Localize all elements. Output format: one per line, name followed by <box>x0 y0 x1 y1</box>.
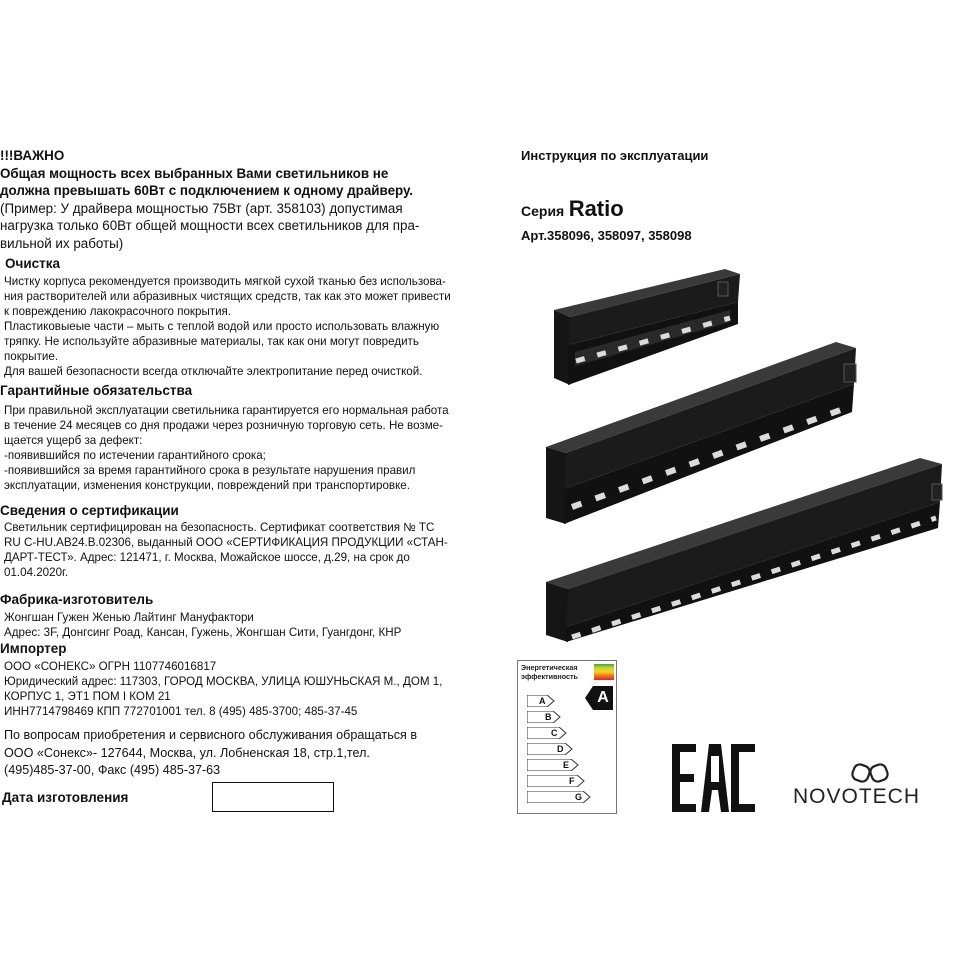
cleaning-title: Очистка <box>5 256 61 271</box>
manufacture-date-field[interactable] <box>212 782 334 812</box>
text-line: Жонгшан Гужен Женью Лайтинг Мануфактори <box>4 611 254 624</box>
energy-rating-value: A <box>597 689 609 706</box>
text-line: -появившийся по истечении гарантийного срока; <box>4 449 266 462</box>
warranty-title: Гарантийные обязательства <box>0 383 193 398</box>
lamp-small <box>554 269 740 385</box>
energy-class-arrow <box>527 727 567 739</box>
series-line <box>521 196 624 222</box>
energy-class-letter: G <box>575 792 583 802</box>
text-line: ния растворителей или абразивных чистящих средств, так как это может привести <box>4 290 451 303</box>
novotech-logo <box>793 763 968 813</box>
energy-title-2: эффективность <box>521 672 578 681</box>
important-bold-line: должна превышать 60Вт с подключением к одному драйверу. <box>0 183 414 198</box>
energy-class-letter: B <box>545 712 552 722</box>
series-name: Ratio <box>568 196 624 221</box>
energy-class-arrow <box>527 743 573 755</box>
text-line: тряпку. Не используйте абразивные материалы, так как они могут повредить <box>4 335 419 348</box>
energy-title-1: Энергетическая <box>521 663 578 672</box>
energy-class-arrow <box>527 775 585 787</box>
articles-line: Арт.358096, 358097, 358098 <box>521 228 692 243</box>
important-line: нагрузка только 60Вт общей мощности всех светильников для пра- <box>0 218 420 233</box>
text-line: в течение 24 месяцев со дня продажи через розничную торговую сеть. Не возме- <box>4 419 443 432</box>
text-line: эксплуатации, изменения конструкции, повреждений при транспортировке. <box>4 479 410 492</box>
text-line: КОРПУС 1, ЭТ1 ПОМ I КОМ 21 <box>4 690 171 703</box>
certification-title: Сведения о сертификации <box>0 503 179 518</box>
manufacture-date-label: Дата изготовления <box>2 790 129 805</box>
text-line: ИНН7714798469 КПП 772701001 тел. 8 (495) 485-3700; 485-37-45 <box>4 705 358 718</box>
text-line: Чистку корпуса рекомендуется производить мягкой сухой тканью без использова- <box>4 275 446 288</box>
warranty-text <box>4 403 449 493</box>
text-line: ООО «СОНЕКС» ОГРН 1107746016817 <box>4 660 217 673</box>
important-line: (Пример: У драйвера мощностью 75Вт (арт. 358103) допустимая <box>0 200 403 216</box>
brand-name: NOVOTECH <box>793 785 921 808</box>
series-label: Серия <box>521 203 565 219</box>
important-heading: !!!ВАЖНО <box>0 148 65 163</box>
manufacturer-text <box>4 610 401 640</box>
text-line: Светильник сертифицирован на безопасность. Сертификат соответствия № ТС <box>4 521 435 534</box>
energy-class-letter: D <box>557 744 564 754</box>
energy-class-letter: A <box>539 696 546 706</box>
important-line: вильной их работы) <box>0 235 124 251</box>
energy-class-letter: C <box>551 728 558 738</box>
certification-text <box>4 520 448 580</box>
text-line: -появившийся за время гарантийного срока в результате нарушения правил <box>4 464 416 477</box>
energy-class-arrow <box>527 711 561 723</box>
energy-class-letter: F <box>569 776 575 786</box>
text-line: ООО «Сонекс»- 127644, Москва, ул. Лобненская 18, стр.1,тел. <box>4 745 370 760</box>
text-line: Юридический адрес: 117303, ГОРОД МОСКВА, УЛИЦА ЮШУНЬСКАЯ М., ДОМ 1, <box>4 675 443 688</box>
text-line: (495)485-37-00, Факс (495) 485-37-63 <box>4 763 221 777</box>
importer-text <box>4 659 442 719</box>
cleaning-text <box>4 274 451 379</box>
important-block <box>0 147 419 252</box>
text-line: Адрес: 3F, Донгсинг Роад, Кансан, Гужень, Жонгшан Сити, Гуангдонг, КНР <box>4 626 402 639</box>
text-line: По вопросам приобретения и сервисного обслуживания обращаться в <box>4 728 418 742</box>
eac-logo <box>668 742 758 814</box>
energy-class-arrow <box>527 759 579 771</box>
text-line: При правильной эксплуатации светильника гарантируется его нормальная работа <box>4 404 449 417</box>
instruction-title: Инструкция по эксплуатации <box>521 148 709 163</box>
text-line: 01.04.2020г. <box>4 566 69 579</box>
service-text <box>4 727 417 780</box>
text-line: ДАРТ-ТЕСТ». Адрес: 121471, г. Москва, Можайское шоссе, д.29, на срок до <box>4 551 410 564</box>
energy-rating-badge <box>585 686 613 710</box>
manufacturer-title: Фабрика-изготовитель <box>0 592 154 607</box>
energy-efficiency-label <box>517 660 617 814</box>
important-bold-line: Общая мощность всех выбранных Вами светильников не <box>0 165 389 181</box>
text-line: Для вашей безопасности всегда отключайте электропитание перед очисткой. <box>4 365 423 378</box>
text-line: покрытие. <box>4 350 59 363</box>
text-line: RU C-HU.AB24.B.02306, выданный ООО «СЕРТИФИКАЦИЯ ПРОДУКЦИИ «СТАН- <box>4 536 448 549</box>
energy-color-strip <box>594 664 614 680</box>
energy-class-letter: E <box>563 760 570 770</box>
text-line: щается ущерб за дефект: <box>4 434 143 447</box>
text-line: Пластиковыеые части – мыть с теплой водой или просто использовать влажную <box>4 320 440 333</box>
importer-title: Импортер <box>0 641 67 656</box>
product-illustration <box>540 262 960 642</box>
text-line: к повреждению лакокрасочного покрытия. <box>4 305 232 318</box>
